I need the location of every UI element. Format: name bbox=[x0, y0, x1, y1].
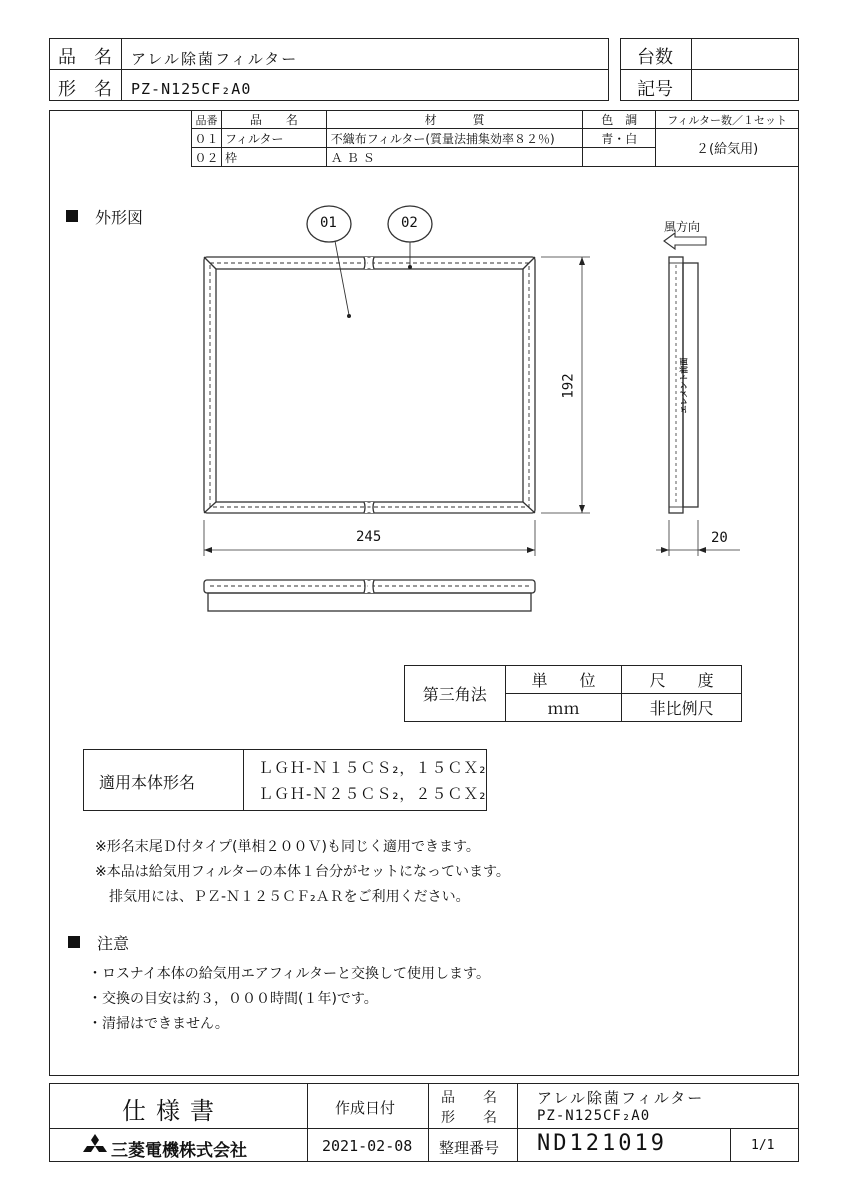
unit-label: 単 位 bbox=[505, 666, 622, 694]
scale-value: 非比例尺 bbox=[622, 694, 742, 722]
applicable-label: 適用本体形名 bbox=[99, 773, 196, 792]
dim-width: 245 bbox=[356, 529, 382, 545]
bottom-view-base bbox=[208, 593, 531, 611]
row1-color: 青・白 bbox=[583, 129, 656, 148]
projection-method: 第三角法 bbox=[405, 666, 506, 722]
frame-inner bbox=[216, 269, 523, 502]
col-header-color: 色 調 bbox=[583, 111, 656, 129]
caution-item-2: ・交換の目安は約３，０００時間(１年)です。 bbox=[88, 991, 378, 1007]
airflow-label: 風方向 bbox=[664, 220, 701, 234]
row2-name: 枠 bbox=[221, 148, 326, 167]
dim-depth: 20 bbox=[711, 530, 728, 546]
row2-no: ０２ bbox=[192, 148, 222, 167]
row1-no: ０１ bbox=[192, 129, 222, 148]
serial-value: ND121019 bbox=[537, 1131, 667, 1156]
mark-label: 記号 bbox=[637, 79, 673, 100]
unit-value: ｍｍ bbox=[505, 694, 622, 722]
col-header-count: フィルター数／１セット bbox=[656, 111, 799, 129]
product-name: アレル除菌フィルター bbox=[131, 50, 299, 68]
model-name: PZ-N125CF₂A0 bbox=[131, 80, 252, 98]
bottom-view-top bbox=[204, 580, 535, 593]
footer-product-name: アレル除菌フィルター bbox=[537, 1089, 705, 1107]
doc-title: 仕様書 bbox=[122, 1097, 224, 1125]
caution-item-1: ・ロスナイ本体の給気用エアフィルターと交換して使用します。 bbox=[88, 966, 490, 982]
footer-product-label: 品 名 bbox=[441, 1090, 497, 1106]
col-header-material: 材 質 bbox=[326, 111, 583, 129]
frame-outer bbox=[204, 257, 535, 513]
side-view-label: エレメント前面 bbox=[679, 357, 689, 414]
applicable-line-1: ＬＧＨ-Ｎ１５ＣＳ₂，１５ＣＸ₂ bbox=[258, 759, 487, 777]
company-name: 三菱電機株式会社 bbox=[111, 1141, 247, 1161]
caution-item-3: ・清掃はできません。 bbox=[88, 1016, 229, 1032]
mitsubishi-logo-icon bbox=[81, 1134, 109, 1158]
dim-height: 192 bbox=[560, 373, 577, 399]
caution-title: 注意 bbox=[97, 934, 130, 953]
airflow-arrow-icon bbox=[664, 233, 706, 249]
row1-name: フィルター bbox=[221, 129, 326, 148]
scale-table bbox=[404, 665, 742, 722]
model-label: 形 名 bbox=[58, 79, 112, 100]
note-3: 排気用には、ＰＺ-Ｎ１２５ＣＦ₂ＡＲをご利用ください。 bbox=[95, 889, 470, 905]
filter-count: ２(給気用) bbox=[656, 129, 799, 167]
callout-02-label: 02 bbox=[401, 215, 418, 231]
row2-material: ＡＢＳ bbox=[326, 148, 583, 167]
note-2: ※本品は給気用フィルターの本体１台分がセットになっています。 bbox=[95, 864, 510, 880]
applicable-line-2: ＬＧＨ-Ｎ２５ＣＳ₂，２５ＣＸ₂ bbox=[258, 785, 487, 803]
callout-01-label: 01 bbox=[320, 215, 337, 231]
date-label: 作成日付 bbox=[335, 1099, 396, 1117]
col-header-name: 品 名 bbox=[221, 111, 326, 129]
page-number: 1/1 bbox=[751, 1138, 775, 1153]
scale-label: 尺 度 bbox=[622, 666, 742, 694]
qty-label: 台数 bbox=[637, 47, 673, 68]
footer-model-name: PZ-N125CF₂A0 bbox=[537, 1108, 651, 1124]
row1-material: 不織布フィルター(質量法捕集効率８２％) bbox=[326, 129, 583, 148]
serial-label: 整理番号 bbox=[439, 1139, 500, 1157]
col-header-no: 品番 bbox=[192, 111, 222, 129]
date-value: 2021-02-08 bbox=[322, 1137, 413, 1155]
outline-drawing-title: 外形図 bbox=[95, 208, 144, 227]
footer-model-label: 形 名 bbox=[441, 1110, 497, 1126]
note-1: ※形名末尾Ｄ付タイプ(単相２００Ｖ)も同じく適用できます。 bbox=[95, 839, 480, 855]
caution-bullet-icon bbox=[68, 936, 80, 948]
product-label: 品 名 bbox=[58, 47, 112, 68]
